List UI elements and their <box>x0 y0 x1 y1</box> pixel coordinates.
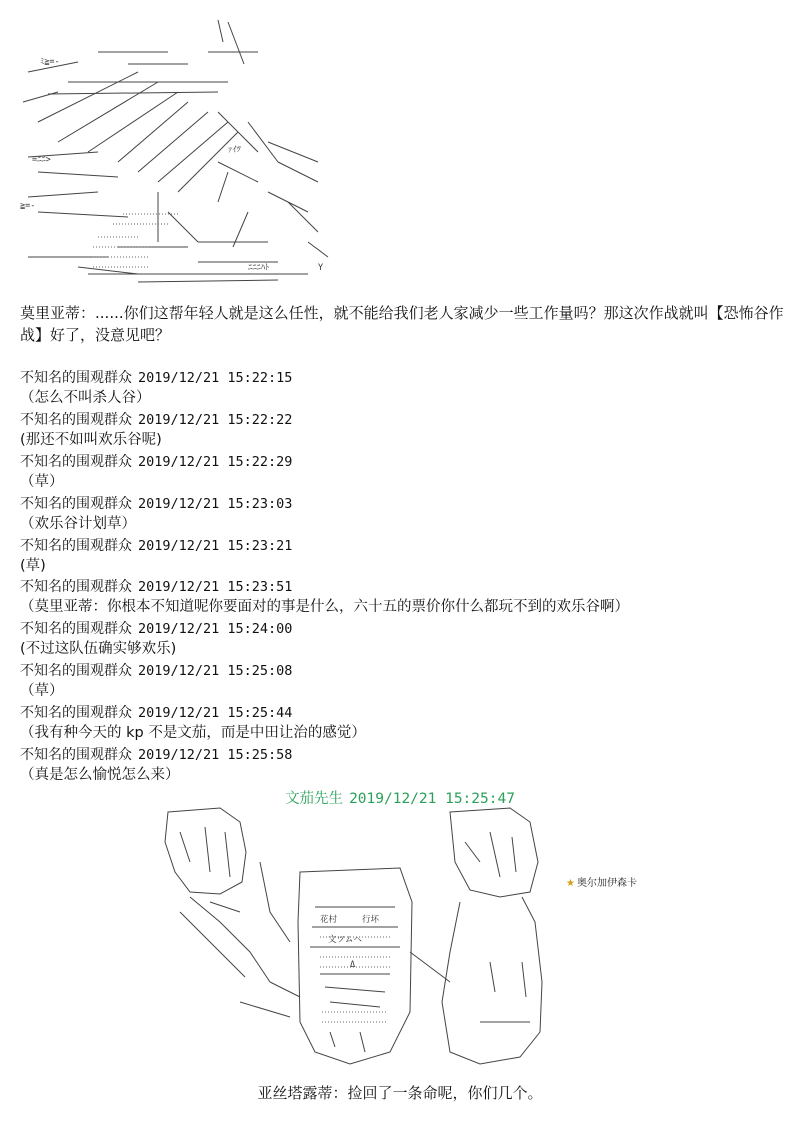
chat-user: 不知名的围观群众 <box>20 370 132 386</box>
art-fragment: ﾆﾆﾆﾊﾄ <box>248 263 270 273</box>
art-fragment: 花村 <box>320 915 338 925</box>
chat-entry <box>20 703 790 745</box>
caption-speaker: 亚丝塔露蒂 <box>257 1084 333 1102</box>
narration-speaker: 莫里亚蒂 <box>20 304 81 322</box>
chat-message: (那还不如叫欢乐谷呢) <box>20 431 162 448</box>
chat-entry <box>20 368 790 410</box>
caption-line <box>0 1082 800 1103</box>
chat-log <box>20 368 790 787</box>
chat-time: 2019/12/21 15:22:22 <box>138 411 293 428</box>
gm-time: 2019/12/21 15:25:47 <box>349 791 515 807</box>
chat-time: 2019/12/21 15:25:58 <box>138 747 293 764</box>
chat-time: 2019/12/21 15:22:29 <box>138 453 293 470</box>
chat-user: 不知名的围观群众 <box>20 453 132 470</box>
chat-message: (不过这队伍确实够欢乐) <box>20 641 177 658</box>
chat-message: （怎么不叫杀人谷） <box>20 390 151 406</box>
chat-entry <box>20 619 790 661</box>
art-fragment: ｧｲﾂ <box>228 145 241 155</box>
chat-entry <box>20 577 790 619</box>
chat-entry <box>20 452 790 494</box>
chat-message: （莫里亚蒂：你根本不知道呢你要面对的事是什么，六十五的票价你什么都玩不到的欢乐谷啊） <box>20 599 629 616</box>
chat-user: 不知名的围观群众 <box>20 495 132 512</box>
art-fragment: =ﾆﾆ> <box>32 155 51 165</box>
ascii-art-top <box>18 12 348 292</box>
art-fragment: 行坏 <box>362 915 380 925</box>
chat-user: 不知名的围观群众 <box>20 579 132 596</box>
chat-entry <box>20 410 790 452</box>
gm-name: 文茄先生 <box>285 791 344 807</box>
chat-message: （草） <box>20 473 64 490</box>
chat-message: （草） <box>20 683 64 700</box>
chat-time: 2019/12/21 15:22:15 <box>138 370 293 386</box>
ascii-art-bottom <box>150 802 570 1072</box>
side-tag-label: 奥尔加伊森卡 <box>576 878 637 889</box>
chat-user: 不知名的围观群众 <box>20 705 132 722</box>
chat-time: 2019/12/21 15:25:08 <box>138 663 293 680</box>
chat-user: 不知名的围观群众 <box>20 621 132 638</box>
art-fragment: Δ <box>350 960 356 970</box>
chat-entry <box>20 745 790 787</box>
chat-user: 不知名的围观群众 <box>20 537 132 554</box>
narration-block <box>20 302 790 346</box>
chat-message: （真是怎么愉悦怎么来） <box>20 767 180 784</box>
chat-user: 不知名的围观群众 <box>20 411 132 428</box>
chat-time: 2019/12/21 15:24:00 <box>138 621 293 638</box>
chat-entry <box>20 661 790 703</box>
chat-time: 2019/12/21 15:25:44 <box>138 705 293 722</box>
caption-text: ：捡回了一条命呢，你们几个。 <box>332 1084 543 1102</box>
chat-entry <box>20 494 790 536</box>
side-name-tag <box>566 874 637 889</box>
chat-time: 2019/12/21 15:23:03 <box>138 495 293 512</box>
art-fragment: ≧=- <box>20 201 36 211</box>
chat-time: 2019/12/21 15:23:51 <box>138 579 293 596</box>
chat-message: （我有种今天的 kp 不是文茄，而是中田让治的感觉） <box>20 725 366 742</box>
narration-text: ：......你们这帮年轻人就是这么任性，就不能给我们老人家减少一些工作量吗？那这次作战就叫【恐怖谷作战】好了，没意见吧？ <box>20 304 784 344</box>
chat-user: 不知名的围观群众 <box>20 663 132 680</box>
chat-message: （欢乐谷计划草） <box>20 515 136 532</box>
art-fragment: ﾐ≧=- <box>40 57 60 67</box>
star-icon: ★ <box>566 878 575 889</box>
chat-time: 2019/12/21 15:23:21 <box>138 537 293 554</box>
art-fragment: 文ツムヘ <box>328 935 362 945</box>
chat-message: (草) <box>20 557 46 574</box>
chat-entry <box>20 536 790 578</box>
chat-user: 不知名的围观群众 <box>20 747 132 764</box>
art-fragment: Y <box>318 263 324 273</box>
